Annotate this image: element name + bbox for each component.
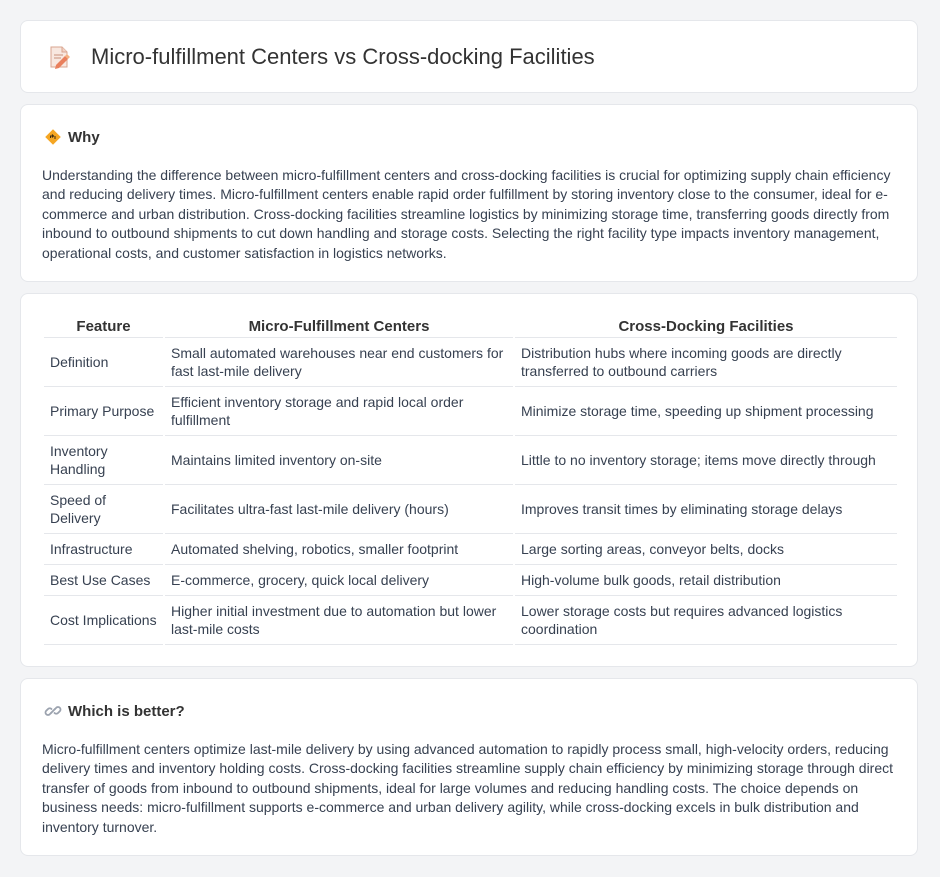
micro-fulfillment-cell: Maintains limited inventory on-site <box>165 436 513 485</box>
table-row <box>44 534 897 565</box>
diamond-sign-icon <box>44 128 62 146</box>
feature-cell: Infrastructure <box>44 534 163 565</box>
comparison-table <box>42 315 899 645</box>
why-text: Understanding the difference between micro-fulfillment centers and cross-docking facilities is crucial for optimizing supply chain efficiency and reducing delivery times. Micro-fulfillment centers enable rapid order fulfillment by storing inventory close to the consumer, ideal for e-commerce and urban distribution. Cross-docking facilities streamline logistics by minimizing storage time, transferring goods directly from inbound to outbound shipments to cut down handling and storage costs. Selecting the right facility type impacts inventory management, operational costs, and customer satisfaction in logistics networks. <box>42 167 891 261</box>
title-row <box>45 43 595 71</box>
why-section <box>20 104 918 282</box>
table-row <box>44 338 897 387</box>
header-cross-docking: Cross-Docking Facilities <box>515 315 897 338</box>
cross-docking-cell: Improves transit times by eliminating storage delays <box>515 485 897 534</box>
table-row <box>44 436 897 485</box>
micro-fulfillment-cell: Efficient inventory storage and rapid local order fulfillment <box>165 387 513 436</box>
table-row <box>44 596 897 645</box>
page-title: Micro-fulfillment Centers vs Cross-docking Facilities <box>91 44 595 69</box>
micro-fulfillment-cell: Higher initial investment due to automation but lower last-mile costs <box>165 596 513 645</box>
comparison-section <box>20 293 918 667</box>
cross-docking-cell: Lower storage costs but requires advanced logistics coordination <box>515 596 897 645</box>
feature-cell: Primary Purpose <box>44 387 163 436</box>
table-row <box>44 387 897 436</box>
feature-cell: Definition <box>44 338 163 387</box>
table-row <box>44 565 897 596</box>
cross-docking-cell: Little to no inventory storage; items move directly through <box>515 436 897 485</box>
which-is-better-section <box>20 678 918 856</box>
feature-cell: Best Use Cases <box>44 565 163 596</box>
document-pencil-icon <box>45 43 73 71</box>
micro-fulfillment-cell: Facilitates ultra-fast last-mile delivery (hours) <box>165 485 513 534</box>
better-title: Which is better? <box>68 702 185 720</box>
header-card <box>20 20 918 93</box>
better-text: Micro-fulfillment centers optimize last-mile delivery by using advanced automation to rapidly process small, high-velocity orders, reducing delivery times and inventory holding costs. Cross-docking facilities streamline supply chain efficiency by minimizing storage through direct transfer of goods from inbound to outbound shipments, ideal for large volumes and reducing handling costs. The choice depends on business needs: micro-fulfillment supports e-commerce and urban delivery agility, while cross-docking excels in bulk distribution and inventory turnover. <box>42 741 894 835</box>
micro-fulfillment-cell: Small automated warehouses near end customers for fast last-mile delivery <box>165 338 513 387</box>
cross-docking-cell: Distribution hubs where incoming goods are directly transferred to outbound carriers <box>515 338 897 387</box>
cross-docking-cell: Large sorting areas, conveyor belts, docks <box>515 534 897 565</box>
header-micro-fulfillment: Micro-Fulfillment Centers <box>165 315 513 338</box>
why-heading <box>44 128 100 146</box>
table-row <box>44 485 897 534</box>
cross-docking-cell: Minimize storage time, speeding up shipment processing <box>515 387 897 436</box>
feature-cell: Speed of Delivery <box>44 485 163 534</box>
link-icon <box>44 702 62 720</box>
better-heading <box>44 702 185 720</box>
micro-fulfillment-cell: E-commerce, grocery, quick local delivery <box>165 565 513 596</box>
header-feature: Feature <box>44 315 163 338</box>
table-header-row <box>44 315 897 338</box>
feature-cell: Inventory Handling <box>44 436 163 485</box>
cross-docking-cell: High-volume bulk goods, retail distribution <box>515 565 897 596</box>
why-title: Why <box>68 128 100 146</box>
feature-cell: Cost Implications <box>44 596 163 645</box>
micro-fulfillment-cell: Automated shelving, robotics, smaller footprint <box>165 534 513 565</box>
